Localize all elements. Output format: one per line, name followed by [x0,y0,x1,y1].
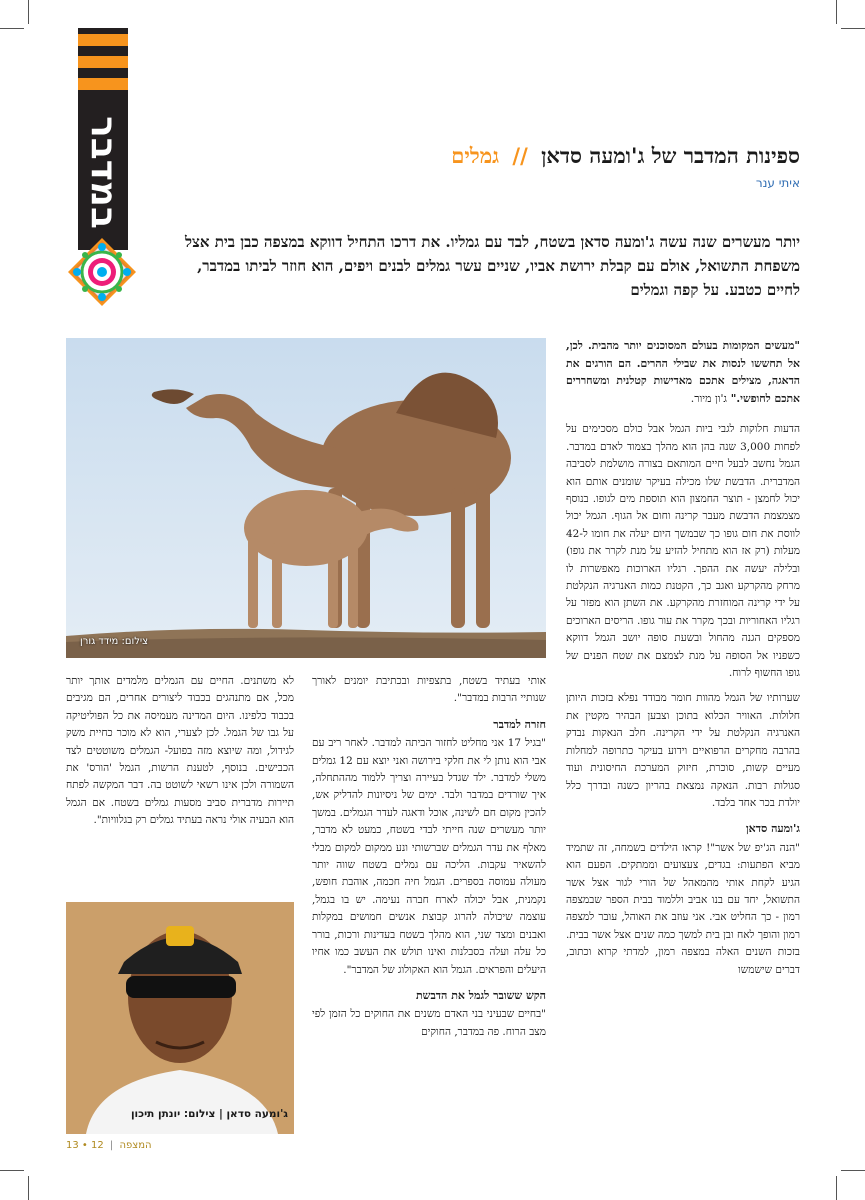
section-heading: הקש ששובר לגמל את הדבשת [415,988,546,1002]
crop-mark-top-right-v [836,0,837,24]
article-column-left [66,673,294,838]
page-numbers: 12 • 13 [66,1140,104,1151]
crop-mark-bottom-left-h [0,1170,24,1171]
article-title [200,143,800,169]
footer-separator: | [109,1140,114,1151]
section-heading: חזרה למדבר [493,717,546,731]
camels-photo [66,338,546,658]
article-column-middle [312,673,546,1049]
banner-stripe [78,56,128,68]
page-footer [66,1140,152,1151]
quote-author: ג'ון מיור. [690,391,727,405]
crop-mark-bottom-right-h [841,1170,865,1171]
section-name: במדבר [82,115,124,229]
section-heading: ג'ומעה סדאן [745,822,800,836]
body-paragraph: שערותיו של הגמל מהוות חומר מבודד נפלא בזכות היותן חלולות. האוויר הכלוא בתוכן וצבען הבהיר מקטין את האנרגיה הנקלטת על ידי הקרינה. חלב הנאקות נבדק בהרבה מחקרים הרפואיים וידוע בעיקר כתרופה למחלות מעיים קשות, סוכרת, חיזוק המערכת החיסונית ועוד סגולות רבות. הנאקה נמצאת בהריון כשנה ובדרך כלל יולדת בכר אחד בלבד. [566,692,800,809]
crop-mark-top-right-h [841,28,865,29]
title-separator: // [512,143,528,168]
portrait-photo-credit: ג'ומעה סדאן | צילום: יונתן תיכון [130,1108,288,1120]
author-byline: איתי ענר [755,176,800,190]
crop-mark-bottom-right-v [836,1176,837,1200]
arabesque-ornament-icon [66,236,138,308]
portrait-photo [66,902,294,1134]
body-paragraph: "בגיל 17 אני מחליט לחזור הביתה למדבר. לאחר ריב עם אבי הוא נותן לי את חלקי בירושה ואני יוצא עם 12 גמלים משלי למדבר. ילד שגדל בעיירה וצריך ללמוד מההתחלה, איך שורדים במדבר ולבד. ימים של ניסיונות להדליק אש, להכין מקום חם לשינה, אוכל ודאגה לעדר הגמלים. במשך יותר מעשרים שנה חייתי לבדי בשטח, כמעט לא מדבר, מאלף את עדר הגמלים שברשותי ונע ממקום למקום מבלי להשאיר עקבות. הליכה עם גמלים בשטח שווה יותר מעולה עמוסה בספרים. הגמל חיה חכמה, אוהבת חופש, נקמנית, אבל יכולה לארח חברה נעימה. יש בו בגמל, עוצמה שיכולה להרוג קבוצת אנשים חמושים במקלות ואבנים ומצד שני, הוא מהלך בשטח בעדינות ורכות, בורר כל עלה ועלה בסבלנות ואינו תולש את העשב כמו אחיו היעלים והפראים. הגמל הוא האקולוג של המדבר". [312,737,547,976]
crop-mark-bottom-left-v [28,1176,29,1200]
quote-text: "מעשים המקומות בעולם המסוכנים יותר מהבית. לכן, אל תחששו לנסות את שבילי ההרים. הם הורגים את הדאגה, מצילים אתכם מאדישות קטלנית ומשחררים אתכם לחופשי." [566,339,800,405]
body-paragraph: אותי בעתיד בשטח, בתצפיות ובכתיבת יומנים לאורך שנותיי הרבות במדבר". [312,675,546,705]
lead-paragraph: יותר מעשרים שנה עשה ג'ומעה סדאן בשטח, לבד עם גמליו. את דרכו התחיל דווקא במצפה כבן בית אצל משפחת התשואל, אולם עם קבלת ירושת אביו, שניים עשר גמלים לבנים ויפים, הוא חוזר לביתו במדבר, לחיים כטבע. על קפה וגמלים [185,233,800,299]
article-column-right [566,337,800,987]
body-paragraph: "בחיים שבעיני בני האדם משנים את החוקים כל הזמן לפי מצב הרוח. פה במדבר, החוקים [312,1008,546,1038]
opening-quote [566,337,800,407]
magazine-name: המצפה [119,1140,152,1151]
crop-mark-top-left-h [0,28,24,29]
title-category: גמלים [451,143,500,168]
title-text: ספינות המדבר של ג'ומעה סדאן [541,143,800,168]
camels-photo-credit: צילום: מידד גורן [80,636,149,647]
body-paragraph: "הנה הג'יפ של אשר"! קראו הילדים בשמחה, זה שתמיד מביא הפתעות: בגדים, צעצועים וממתקים. הפעם הוא הגיע לקחת אותי מהמאהל של הורי לגור אצל אשר התשואל, יחד עם בנו אביב וללמוד בבית הספר שבמצפה רמון - כך החליט אבי. אני עוזב את האוהל, עובר למצפה רמון והופך לאח ובן בית למשך כמה שנים אצל אשר בבית. בזכות השנים האלה במצפה רמון, למדתי קרוא וכתוב, דברים שישמשו [566,841,800,976]
crop-mark-top-left-v [28,0,29,24]
banner-stripe [78,34,128,46]
body-paragraph: לא משתנים. החיים עם הגמלים מלמדים אותך יותר מכל, אם מתנהגים בכבוד ליצורים אחרים, הם מגיבים בכבוד כלפינו. היום המדינה מעמיסה את כל הפוליטיקה על גבו של הגמל. לכן לצערי, הוא לא מוכר כחיית משק לגידול, ומה שיוצא מזה בפועל- הגמלים משוטטים לצד הכבישים. בנוסף, לטענת הרשות, הגמל 'הורס' את השמורה ולכן אינו רשאי לשוטט בה. דבר המקשה לפתח תיירות מדברית סביב מסעות גמלים בשטח. אם הגמל הוא הבעיה אולי נראה בעתיד גמלים רק בגלוויות". [66,675,294,827]
banner-stripe [78,78,128,90]
body-paragraph: הדעות חלוקות לגבי ביות הגמל אבל כולם מסכימים על לפחות 3,000 שנה בהן הוא מהלך בצמוד לאדם במדבר. הגמל נחשב לבעל חיים המותאם בצורה מושלמת לסביבה המדברית. הדבשת שלו מכילה בעיקר שומנים אותם הוא יכול לחמצן - תוצר החמצון הוא תוספת מים לגופו. בנוסף מצמצמת הדבשת מעבר קרינה וחום אל הגוף. הגמל יכול לווסת את חום גופו כך שבמשך היום יעלה את חומו ל-42 מעלות (רק אז הוא מתחיל להזיע על מנת לקרר את גופו) ובלילה יעשה את ההפך. רגליו הארוכות מאפשרות לו מרחק מהקרקע ואגב כך, הקטנת כמות האנרגיה הנקלטת על ידי קרינה המוחזרת מהקרקע. את השתן הוא מפזר על רגליו האחוריות ובכך מקרר את עור גופו. הריסים הארוכים מספקים הגנה מהחול ובשעת סופה יושב הגמל דווקא כשפניו אל הסופה על מנת לצמצם את שטח הפנים של גופו החשוף לרוח. [566,423,800,680]
